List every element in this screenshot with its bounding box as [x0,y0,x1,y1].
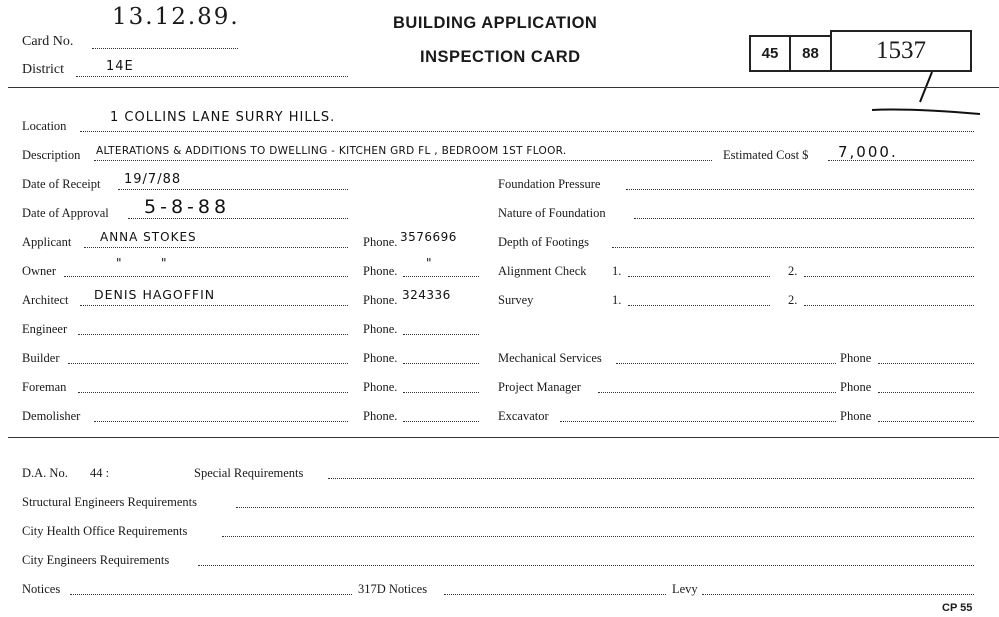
architect-line [80,305,348,306]
card-title-line2: INSPECTION CARD [420,48,581,66]
alignment-check-label: Alignment Check [498,264,587,278]
special-requirements-line [328,478,974,479]
demolisher-phone-label: Phone. [363,409,398,423]
owner-phone-label: Phone. [363,264,398,278]
depth-of-footings-label: Depth of Footings [498,235,589,249]
date-of-approval-label: Date of Approval [22,206,109,220]
district-value: 14E [106,59,134,74]
foundation-pressure-label: Foundation Pressure [498,177,601,191]
date-of-receipt-label: Date of Receipt [22,177,101,191]
excavator-line [560,421,836,422]
owner-phone-value: " [426,256,433,270]
notices-317d-line [444,594,666,595]
nature-of-foundation-line [634,218,974,219]
handwritten-mark [870,70,990,130]
alignment-check-2-line [804,276,974,277]
architect-phone-label: Phone. [363,293,398,307]
builder-line [68,363,348,364]
foreman-line [78,392,348,393]
card-no-handwritten: 13.12.89. [112,4,240,30]
engineer-phone-line [403,334,479,335]
alignment-check-2: 2. [788,264,798,278]
depth-of-footings-line [612,247,974,248]
structural-engineers-line [236,507,974,508]
district-label: District [22,62,64,77]
demolisher-label: Demolisher [22,409,81,423]
excavator-label: Excavator [498,409,549,423]
card-no-line [92,48,238,49]
notices-line [70,594,352,595]
estimated-cost-line [828,160,974,161]
levy-line [702,594,974,595]
da-no-label: D.A. No. [22,466,68,480]
excavator-phone-line [878,421,974,422]
description-label: Description [22,148,81,162]
builder-label: Builder [22,351,60,365]
architect-value: DENIS HAGOFFIN [94,287,216,302]
project-manager-phone-label: Phone [840,380,872,394]
mechanical-services-phone-label: Phone [840,351,872,365]
mechanical-services-label: Mechanical Services [498,351,602,365]
survey-label: Survey [498,293,534,307]
notices-label: Notices [22,582,61,596]
estimated-cost-value: 7,000. [838,143,898,161]
applicant-line [84,247,348,248]
engineer-line [78,334,348,335]
reference-box-b: 88 [789,35,832,72]
description-line [94,160,712,161]
da-no-value: 44 : [90,466,110,480]
district-line [76,76,348,77]
city-health-label: City Health Office Requirements [22,524,188,538]
form-code: CP 55 [942,602,973,614]
project-manager-phone-line [878,392,974,393]
owner-value: " " [116,256,168,270]
location-line [80,131,974,132]
applicant-phone-label: Phone. [363,235,398,249]
lower-divider [8,437,999,438]
special-requirements-label: Special Requirements [194,466,304,480]
mechanical-services-line [616,363,836,364]
city-health-line [222,536,974,537]
project-manager-line [598,392,836,393]
reference-box-number: 1537 [830,30,972,72]
date-of-approval-line [128,218,348,219]
foreman-phone-line [403,392,479,393]
date-of-receipt-value: 19/7/88 [124,172,182,187]
alignment-check-1: 1. [612,264,622,278]
engineer-label: Engineer [22,322,68,336]
survey-2-line [804,305,974,306]
builder-phone-label: Phone. [363,351,398,365]
mechanical-services-phone-line [878,363,974,364]
card-no-label: Card No. [22,34,74,49]
alignment-check-1-line [628,276,770,277]
applicant-phone-value: 3576696 [400,230,457,244]
foreman-label: Foreman [22,380,67,394]
owner-line [64,276,348,277]
project-manager-label: Project Manager [498,380,581,394]
architect-label: Architect [22,293,69,307]
card-title-line1: BUILDING APPLICATION [393,14,598,32]
applicant-value: ANNA STOKES [100,230,197,244]
levy-label: Levy [672,582,698,596]
owner-phone-line [403,276,479,277]
notices-317d-label: 317D Notices [358,582,428,596]
description-value: ALTERATIONS & ADDITIONS TO DWELLING - KITCHEN GRD FL , BEDROOM 1ST FLOOR. [96,145,567,157]
survey-2: 2. [788,293,798,307]
builder-phone-line [403,363,479,364]
engineer-phone-label: Phone. [363,322,398,336]
city-engineers-label: City Engineers Requirements [22,553,170,567]
demolisher-line [94,421,348,422]
location-label: Location [22,119,67,133]
date-of-receipt-line [118,189,348,190]
city-engineers-line [198,565,974,566]
nature-of-foundation-label: Nature of Foundation [498,206,606,220]
applicant-label: Applicant [22,235,72,249]
survey-1-line [628,305,770,306]
foundation-pressure-line [626,189,974,190]
estimated-cost-label: Estimated Cost $ [723,148,809,162]
location-value: 1 COLLINS LANE SURRY HILLS. [110,110,336,125]
architect-phone-value: 324336 [402,288,451,302]
demolisher-phone-line [403,421,479,422]
excavator-phone-label: Phone [840,409,872,423]
header-divider [8,87,999,88]
foreman-phone-label: Phone. [363,380,398,394]
reference-box-a: 45 [749,35,791,72]
date-of-approval-value: 5-8-88 [144,196,231,218]
survey-1: 1. [612,293,622,307]
structural-engineers-label: Structural Engineers Requirements [22,495,197,509]
owner-label: Owner [22,264,57,278]
